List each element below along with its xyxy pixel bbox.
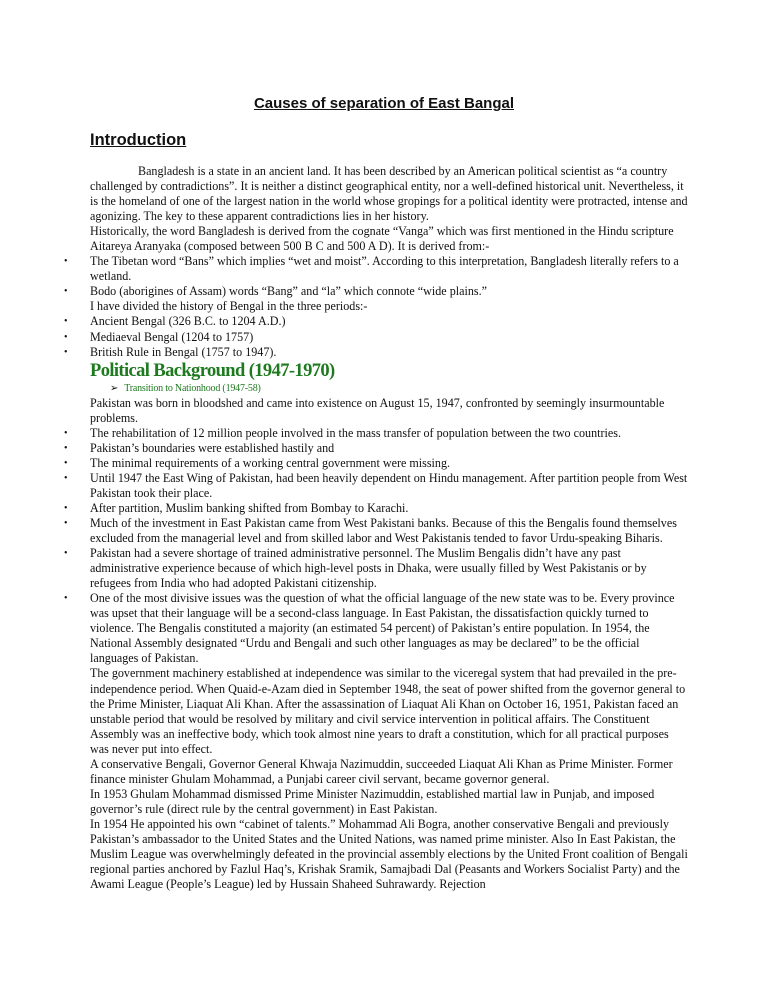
list-item-text: Until 1947 the East Wing of Pakistan, had been heavily dependent on Hindu management. After partition people from West Pakistan took their place. (90, 470, 688, 500)
list-item (64, 254, 690, 284)
intro-paragraph: Bangladesh is a state in an ancient land. It has been described by an American political scientist as “a country challenged by contradictions”. It is neither a distinct geographical entity, nor a well-defined historical unit. Nevertheless, it is the homeland of one of the largest nation in the world whose gropings for a political identity were protracted, intense and agonizing. The key to these apparent contradictions lies in her history. (90, 164, 688, 224)
closing-paragraph: A conservative Bengali, Governor General Khwaja Nazimuddin, succeeded Liaquat Ali Khan as Prime Minister. Former finance minister Ghulam Mohammad, a Punjabi career civil servant, became governor general. (90, 756, 673, 786)
list-item-text: Bodo (aborigines of Assam) words “Bang” and “la” which connote “wide plains.” (90, 284, 487, 299)
closing-paragraph: In 1954 He appointed his own “cabinet of talents.” Mohammad Ali Bogra, another conservative Bengali and previously Pakistan’s ambassador to the United States and the United Nations, was named prime minister. Also In East Pakistan, the Muslim League was overwhelmingly defeated in the provincial assembly elections by the United Front coalition of Bengali regional parties anchored by Fazlul Haq’s, Krishak Sramik, Samajbadi Dal (Peasants and Workers Socialist Party) and the Awami League (People’s League) led by Hussain Shaheed Suhrawardy. Rejection (90, 816, 688, 892)
list-item-text: Ancient Bengal (326 B.C. to 1204 A.D.) (90, 314, 286, 329)
section-paragraph: Pakistan was born in bloodshed and came into existence on August 15, 1947, confronted by seemingly insurmountable problems. (90, 395, 665, 425)
list-item (64, 515, 690, 546)
periods-intro: I have divided the history of Bengal in the three periods:- (90, 299, 368, 314)
introduction-heading: Introduction (90, 131, 187, 149)
list-item (64, 591, 690, 666)
list-item (64, 284, 690, 299)
list-item (64, 546, 690, 591)
intro-paragraph-etymology: Historically, the word Bangladesh is derived from the cognate “Vanga” which was first mentioned in the Hindu scripture Aitareya Aranyaka (composed between 500 B C and 500 A D). It is derived from:- (90, 224, 674, 254)
list-item-text: The minimal requirements of a working central government were missing. (90, 455, 451, 470)
bullet-icon: • (64, 346, 68, 358)
list-item-text: Pakistan had a severe shortage of trained administrative personnel. The Muslim Bengalis didn’t have any past administrative experience because of which high-level posts in Dhaka, were usually filled by West Pakistanis or by refugees from India who had adopted Pakistani citizenship. (90, 546, 647, 591)
sub-heading (90, 382, 690, 396)
list-item-text: Pakistan’s boundaries were established hastily and (90, 440, 335, 455)
document-body (64, 164, 690, 892)
bullet-icon: • (64, 286, 68, 298)
bullet-icon: • (64, 502, 68, 514)
list-item (64, 425, 690, 441)
bullet-icon: • (64, 472, 68, 484)
list-item (64, 500, 690, 516)
list-item-text: Much of the investment in East Pakistan came from West Pakistani banks. Because of this the Bengalis found themselves excluded from the managerial level and from skilled labor and West Pakistanis tended to favor Urdu-speaking Biharis. (90, 515, 677, 546)
bullet-icon: • (64, 593, 68, 605)
sub-heading-text: Transition to Nationhood (1947-58) (124, 382, 261, 394)
list-item (64, 344, 690, 360)
closing-paragraph: The government machinery established at independence was similar to the viceregal system that had prevailed in the pre-independence period. When Quaid-e-Azam died in September 1948, the seat of power shifted from the governor general to the Prime Minister, Liaquat Ali Khan. After the assassination of Liaquat Ali Khan on October 16, 1951, Pakistan faced an unstable period that would be resolved by military and civil service intervention in political affairs. The Constituent Assembly was an ineffective body, which took almost nine years to draft a constitution, which for all practical purposes was never put into effect. (90, 666, 686, 756)
list-item (64, 314, 690, 329)
list-item-text: Mediaeval Bengal (1204 to 1757) (90, 329, 254, 344)
list-item-text: One of the most divisive issues was the question of what the official language of the new state was to be. Every province was upset that their language will be a second-class language. In East Pakistan, the dissatisfaction quickly turned to violence. The Bengalis constituted a majority (an estimated 54 percent) of Pakistan’s entire population. In 1954, the National Assembly designated “Urdu and Bengali and such other languages as may be declared” to be the official languages of Pakistan. (90, 591, 675, 666)
bullet-icon: • (64, 427, 68, 439)
section-heading: Political Background (1947-1970) (90, 360, 335, 381)
bullet-icon: • (64, 331, 68, 343)
bullet-icon: • (64, 442, 68, 454)
bullet-icon: • (64, 457, 68, 469)
list-item-text: After partition, Muslim banking shifted from Bombay to Karachi. (90, 500, 409, 515)
list-item (64, 470, 690, 501)
list-item-text: British Rule in Bengal (1757 to 1947). (90, 344, 277, 359)
list-item (64, 455, 690, 471)
arrow-bullet-icon: ➢ (110, 382, 119, 394)
document-title: Causes of separation of East Bangal (253, 95, 515, 112)
bullet-icon: • (64, 517, 68, 529)
list-item (64, 329, 690, 345)
list-item (64, 440, 690, 456)
bullet-icon: • (64, 316, 68, 328)
list-item-text: The Tibetan word “Bans” which implies “wet and moist”. According to this interpretation, Bangladesh literally refers to a wetland. (90, 254, 679, 284)
bullet-icon: • (64, 548, 68, 560)
bullet-icon: • (64, 256, 68, 268)
list-item-text: The rehabilitation of 12 million people involved in the mass transfer of population between the two countries. (90, 425, 621, 440)
closing-paragraph: In 1953 Ghulam Mohammad dismissed Prime Minister Nazimuddin, established martial law in Punjab, and imposed governor’s rule (direct rule by the central government) in East Pakistan. (90, 786, 655, 816)
